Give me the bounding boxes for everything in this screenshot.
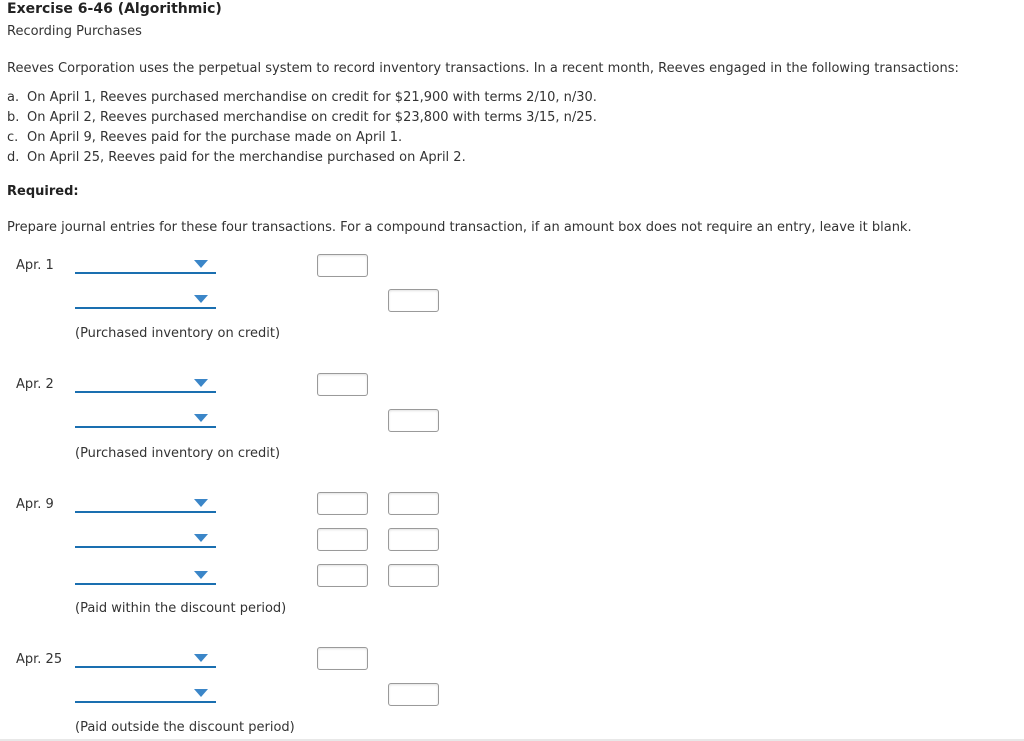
- chevron-down-icon: [194, 689, 208, 697]
- credit-amount-input-line-2[interactable]: [388, 528, 439, 551]
- item-letter: a.: [7, 90, 20, 105]
- item-letter: d.: [7, 150, 20, 165]
- entry-memo: (Paid outside the discount period): [75, 720, 295, 735]
- transaction-item-b: [7, 110, 597, 125]
- problem-intro: Reeves Corporation uses the perpetual system to record inventory transactions. In a recent month, Reeves engaged in the following transactions:: [7, 61, 959, 76]
- item-letter: c.: [7, 130, 19, 145]
- item-text: On April 25, Reeves paid for the merchandise purchased on April 2.: [27, 150, 466, 165]
- chevron-down-icon: [194, 414, 208, 422]
- debit-amount-input[interactable]: [317, 254, 368, 277]
- exercise-title: Exercise 6-46 (Algorithmic): [7, 1, 222, 17]
- debit-amount-input-line-1[interactable]: [317, 492, 368, 515]
- chevron-down-icon: [194, 295, 208, 303]
- account-select-debit[interactable]: [75, 256, 216, 274]
- account-select-debit[interactable]: [75, 650, 216, 668]
- transaction-item-c: [7, 130, 402, 145]
- transaction-item-a: [7, 90, 597, 105]
- item-text: On April 2, Reeves purchased merchandise on credit for $23,800 with terms 3/15, n/25.: [27, 110, 597, 125]
- chevron-down-icon: [194, 379, 208, 387]
- chevron-down-icon: [194, 260, 208, 268]
- account-select-line-2[interactable]: [75, 530, 216, 548]
- account-select-credit[interactable]: [75, 685, 216, 703]
- account-select-line-3[interactable]: [75, 567, 216, 585]
- chevron-down-icon: [194, 499, 208, 507]
- required-heading: Required:: [7, 184, 79, 199]
- debit-amount-input-line-3[interactable]: [317, 564, 368, 587]
- credit-amount-input[interactable]: [388, 409, 439, 432]
- account-select-line-1[interactable]: [75, 495, 216, 513]
- entry-date: Apr. 2: [16, 377, 54, 392]
- entry-date: Apr. 1: [16, 258, 54, 273]
- account-select-credit[interactable]: [75, 291, 216, 309]
- chevron-down-icon: [194, 654, 208, 662]
- item-text: On April 9, Reeves paid for the purchase made on April 1.: [27, 130, 403, 145]
- entry-date: Apr. 25: [16, 652, 63, 667]
- account-select-debit[interactable]: [75, 375, 216, 393]
- item-text: On April 1, Reeves purchased merchandise on credit for $21,900 with terms 2/10, n/30.: [27, 90, 597, 105]
- credit-amount-input[interactable]: [388, 683, 439, 706]
- credit-amount-input-line-1[interactable]: [388, 492, 439, 515]
- entry-date: Apr. 9: [16, 497, 54, 512]
- account-select-credit[interactable]: [75, 410, 216, 428]
- item-letter: b.: [7, 110, 20, 125]
- debit-amount-input[interactable]: [317, 373, 368, 396]
- entry-memo: (Purchased inventory on credit): [75, 446, 281, 461]
- credit-amount-input-line-3[interactable]: [388, 564, 439, 587]
- entry-memo: (Paid within the discount period): [75, 601, 287, 616]
- transaction-item-d: [7, 150, 466, 165]
- exercise-subtitle: Recording Purchases: [7, 24, 142, 39]
- credit-amount-input[interactable]: [388, 289, 439, 312]
- chevron-down-icon: [194, 534, 208, 542]
- debit-amount-input-line-2[interactable]: [317, 528, 368, 551]
- instructions-text: Prepare journal entries for these four transactions. For a compound transaction, if an amount box does not require an entry, leave it blank.: [7, 220, 912, 235]
- entry-memo: (Purchased inventory on credit): [75, 326, 281, 341]
- chevron-down-icon: [194, 571, 208, 579]
- debit-amount-input[interactable]: [317, 647, 368, 670]
